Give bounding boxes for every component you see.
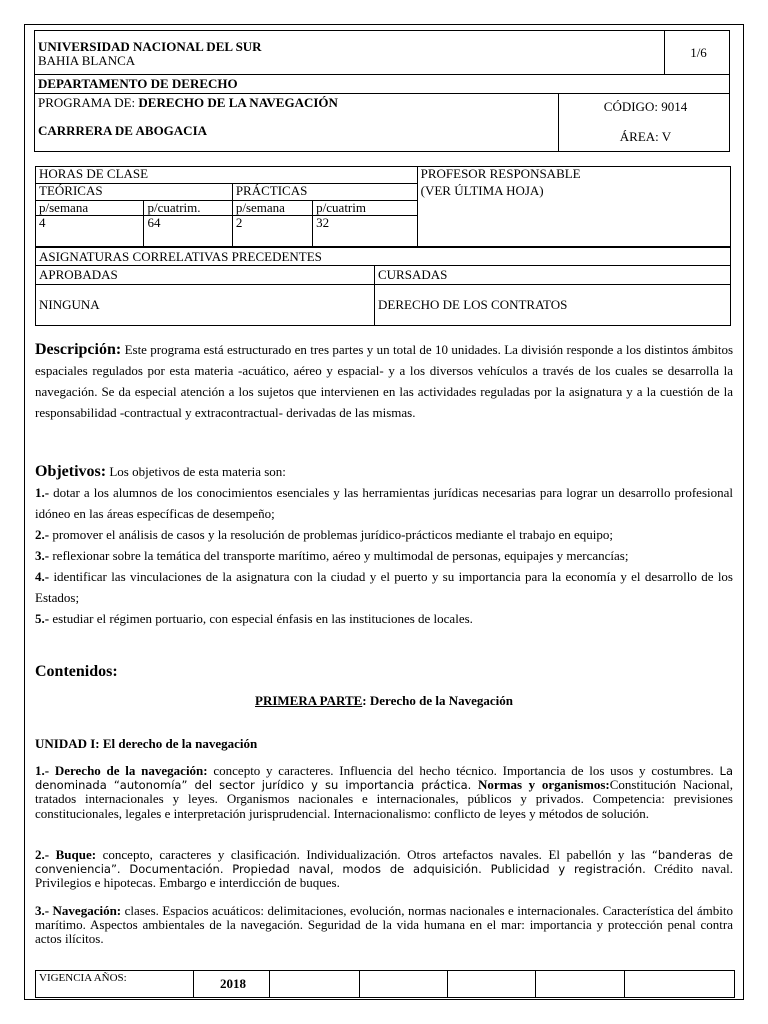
val-practice-week: 2 (232, 216, 312, 247)
col-practice-term: p/cuatrim (313, 201, 417, 216)
objective-number: 5.- (35, 611, 50, 626)
objective-number: 2.- (35, 527, 50, 542)
part-label: PRIMERA PARTE (255, 693, 363, 708)
validity-label: VIGENCIA AÑOS: (36, 971, 194, 998)
part-title: : Derecho de la Navegación (362, 693, 513, 708)
objective-text: promover el análisis de casos y la resolución de problemas jurídico-prácticos mediante el trabajo en equipo; (52, 527, 613, 542)
validity-year-4 (448, 971, 536, 998)
p1-text-a: concepto y caracteres. Influencia del hecho técnico. Importancia de los usos y costumbres. (207, 763, 720, 778)
description-section (35, 339, 733, 423)
p2-heading: 2.- Buque: (35, 847, 97, 862)
program-table (34, 74, 730, 152)
career: CARRRERA DE ABOGACIA (38, 123, 208, 138)
unit-paragraph-1 (35, 764, 733, 821)
objectives-label: Objetivos: (35, 463, 107, 480)
p3-heading: 3.- Navegación: (35, 903, 122, 918)
p1-text-d: Constitución Nacional, tratados internacionales y leyes. Organismos nacionales e internacionales, públicos y privados. Competencia: previsiones constitucionales, legales e interpretación jurisprudencial. Internacionalismo: conflicto de leyes y métodos de solución. (35, 777, 734, 821)
correlatives-table (35, 247, 731, 326)
validity-year-2 (270, 971, 360, 998)
approved-header: APROBADAS (36, 266, 375, 285)
objective-number: 1.- (35, 485, 50, 500)
p1-text-b: La denominada “autonomía” del sector jurídico y su importancia práctica. (35, 764, 733, 793)
hours-table (35, 166, 731, 247)
col-practice-week: p/semana (232, 201, 312, 216)
description-label: Descripción: (35, 341, 122, 358)
university-name: UNIVERSIDAD NACIONAL DEL SUR (38, 38, 262, 54)
theory-header: TEÓRICAS (36, 184, 233, 201)
objective-text: reflexionar sobre la temática del transporte marítimo, aéreo y multimodal de personas, equipajes y mercancías; (52, 548, 629, 563)
col-theory-week: p/semana (36, 201, 144, 216)
unit-paragraph-3 (35, 904, 733, 947)
course-area: ÁREA: V (619, 129, 672, 144)
val-theory-term: 64 (144, 216, 232, 247)
correlatives-title: ASIGNATURAS CORRELATIVAS PRECEDENTES (36, 248, 731, 266)
approved-value: NINGUNA (36, 285, 375, 326)
professor-title: PROFESOR RESPONSABLE (420, 166, 581, 181)
header-table (34, 30, 730, 75)
validity-year: 2018 (194, 971, 270, 998)
objectives-section (35, 461, 733, 629)
unit-title: UNIDAD I: El derecho de la navegación (35, 736, 258, 751)
val-theory-week: 4 (36, 216, 144, 247)
objectives-intro: Los objetivos de esta materia son: (109, 464, 286, 479)
p1-heading: 1.- Derecho de la navegación: (35, 763, 208, 778)
col-theory-term: p/cuatrim. (144, 201, 232, 216)
program-name: DERECHO DE LA NAVEGACIÓN (138, 95, 338, 110)
p3-text-a: clases. Espacios acuáticos: delimitaciones, evolución, normas nacionales e internacionales. Característica del ámbito marítimo. Aspectos ambientales de la navegación. Seguridad de la vida humana en el mar: importancia y protección penal contra actos ilícitos. (35, 903, 733, 947)
page-number: 1/6 (665, 31, 730, 75)
contents-label: Contenidos: (35, 663, 118, 680)
practice-header: PRÁCTICAS (232, 184, 417, 201)
val-practice-term: 32 (313, 216, 417, 247)
objective-text: dotar a los alumnos de los conocimientos esenciales y las herramientas jurídicas necesarias para lograr un desarrollo profesional idóneo en las áreas específicas de desempeño; (35, 485, 733, 521)
objective-text: estudiar el régimen portuario, con especial énfasis en las instituciones de locales. (52, 611, 473, 626)
description-text: Este programa está estructurado en tres partes y un total de 10 unidades. La división responde a los distintos ámbitos espaciales regulados por esta materia -acuático, aéreo y espacial- y a los diversos vehículos a través de los cuales se desarrolla la navegación. Se da especial atención a los sujetos que intervienen en las actividades reguladas por la asignatura y a la cuestión de la responsabilidad -contractual y extracontractual- derivadas de las mismas. (35, 342, 734, 420)
footer-table (35, 970, 735, 998)
university-city: BAHIA BLANCA (38, 52, 136, 68)
objective-number: 4.- (35, 569, 50, 584)
course-code: CÓDIGO: 9014 (603, 99, 688, 114)
professor-note: (VER ÚLTIMA HOJA) (420, 183, 544, 198)
objective-text: identificar las vinculaciones de la asignatura con la ciudad y el puerto y su importancia para la economía y el desarrollo de los Estados; (35, 569, 733, 605)
p2-text-b: “banderas de conveniencia”. Documentación. Propiedad naval, modos de adquisición. Publicidad y registración. (35, 848, 733, 877)
objective-number: 3.- (35, 548, 50, 563)
program-label: PROGRAMA DE: (38, 95, 136, 110)
department: DEPARTAMENTO DE DERECHO (35, 75, 730, 94)
validity-year-6 (625, 971, 735, 998)
hours-title: HORAS DE CLASE (36, 167, 418, 184)
taken-value: DERECHO DE LOS CONTRATOS (375, 285, 731, 326)
unit-paragraph-2 (35, 848, 733, 891)
validity-year-3 (360, 971, 448, 998)
validity-year-5 (536, 971, 625, 998)
p2-text-a: concepto, caracteres y clasificación. Individualización. Otros artefactos navales. El pabellón y las (96, 847, 652, 862)
part-heading (35, 693, 733, 709)
taken-header: CURSADAS (375, 266, 731, 285)
p2-text-c: Crédito naval. Privilegios e hipotecas. Embargo e interdicción de buques. (35, 861, 733, 891)
p1-heading-b: Normas y organismos: (471, 777, 610, 793)
